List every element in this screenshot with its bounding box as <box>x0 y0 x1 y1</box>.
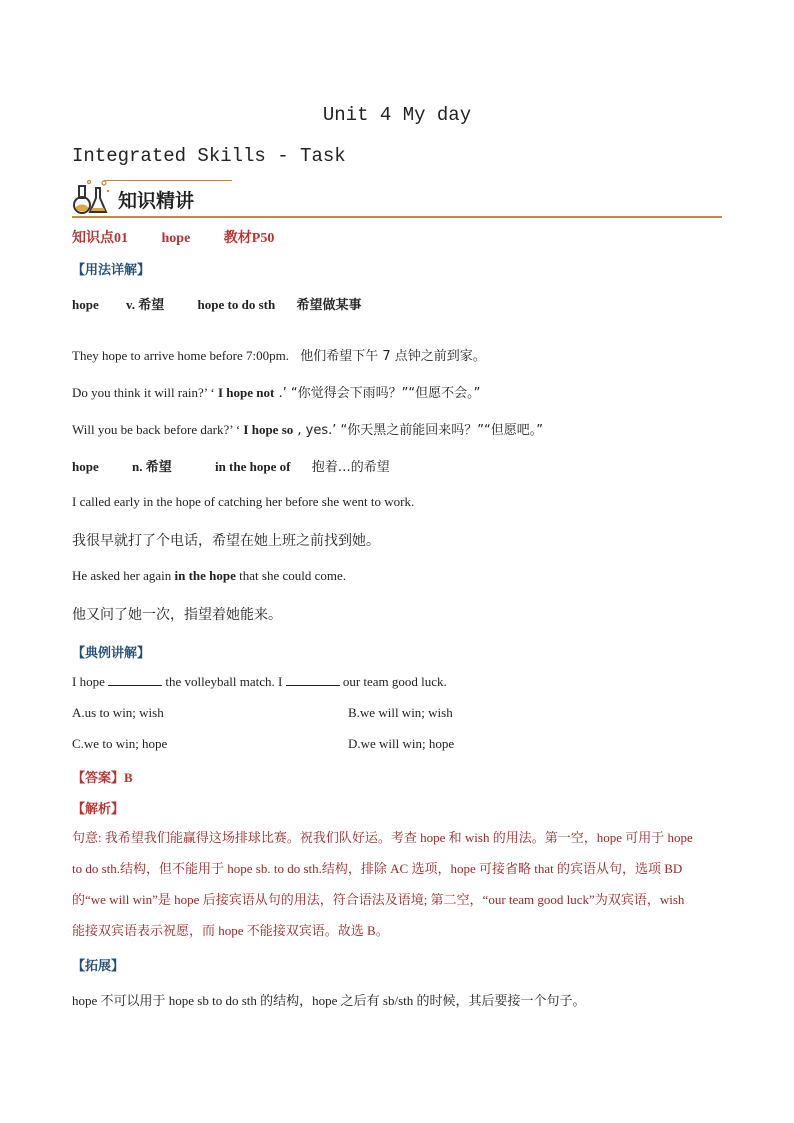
verb-phrase: hope to do sth <box>197 297 276 312</box>
example-sentence: I called early in the hope of catching her before she went to work. <box>72 494 415 509</box>
verb-pos: v. 希望 <box>125 297 165 312</box>
example-label: 【典例讲解】 <box>72 645 151 660</box>
usage-label: 【用法详解】 <box>72 262 151 277</box>
example-post: that she could come. <box>235 568 347 583</box>
extend-text: hope 不可以用于 hope sb to do sth 的结构，hope 之后有 sb/sth 的时候，其后要接一个句子。 <box>72 993 586 1008</box>
noun-definition <box>72 456 390 475</box>
page-title: Unit 4 My day <box>322 104 472 126</box>
lab-flask-icon <box>72 178 112 216</box>
answer: 【答案】B <box>72 770 133 785</box>
example-pre: He asked her again <box>72 568 175 583</box>
option-c: C.we to win; hope <box>72 736 168 751</box>
question-part: I hope <box>72 674 109 689</box>
kp-number: 知识点01 <box>72 231 128 246</box>
option-a: A.us to win; wish <box>72 705 164 720</box>
verb-definition <box>72 294 361 313</box>
kp-word: hope <box>161 231 191 246</box>
example-pre: Will you be back before dark?’ ‘ <box>72 422 244 437</box>
question-text <box>72 674 447 690</box>
option-b: B.we will win; wish <box>348 705 453 720</box>
noun-pos: n. 希望 <box>131 459 172 474</box>
page-subtitle: Integrated Skills - Task <box>72 145 346 167</box>
example-sentence <box>72 345 486 364</box>
option-d: D.we will win; hope <box>348 736 455 751</box>
example-pre: Do you think it will rain?’ ‘ <box>72 385 218 400</box>
analysis-label: 【解析】 <box>72 801 125 816</box>
noun-word: hope <box>72 459 99 474</box>
banner-text: 知识精讲 <box>118 190 195 212</box>
example-sentence <box>72 568 346 584</box>
blank-line <box>286 674 340 686</box>
extend-label: 【拓展】 <box>72 958 125 973</box>
noun-phrase-cn: 抱着…的希望 <box>311 460 390 475</box>
example-bold: in the hope <box>174 568 236 583</box>
example-cn: 他们希望下午 7 点钟之前到家。 <box>300 349 486 364</box>
verb-phrase-cn: 希望做某事 <box>296 297 362 312</box>
section-banner <box>72 178 722 220</box>
example-translation: 我很早就打了个电话，希望在她上班之前找到她。 <box>72 533 380 549</box>
example-sentence <box>72 382 480 401</box>
example-sentence <box>72 419 543 438</box>
question-part: our team good luck. <box>339 674 447 689</box>
blank-line <box>108 674 162 686</box>
analysis-text <box>72 822 726 946</box>
question-part: the volleyball match. I <box>162 674 286 689</box>
example-post: .’ “你觉得会下雨吗？”“但愿不会。” <box>274 386 481 401</box>
example-bold: I hope not <box>217 385 275 400</box>
banner-rule <box>72 216 722 218</box>
example-post: , yes.’ “你天黑之前能回来吗？”“但愿吧。” <box>293 423 543 438</box>
knowledge-point-heading <box>72 227 304 247</box>
analysis-line: to do sth.结构，但不能用于 hope sb. to do sth.结构，排除 AC 选项，hope 可接省略 that 的宾语从句，选项 BD <box>72 861 683 876</box>
noun-phrase: in the hope of <box>214 459 291 474</box>
banner-top-line <box>104 180 232 181</box>
verb-word: hope <box>72 297 99 312</box>
example-translation: 他又问了她一次，指望着她能来。 <box>72 607 282 623</box>
analysis-line: 能接双宾语表示祝愿，而 hope 不能接双宾语。故选 B。 <box>72 923 389 938</box>
example-bold: I hope so <box>243 422 294 437</box>
kp-ref: 教材P50 <box>223 231 275 246</box>
example-en: They hope to arrive home before 7:00pm. <box>72 348 289 363</box>
analysis-line: 句意: 我希望我们能赢得这场排球比赛。祝我们队好运。考查 hope 和 wish 的用法。第一空，hope 可用于 hope <box>72 830 693 845</box>
analysis-line: 的“we will win”是 hope 后接宾语从句的用法，符合语法及语境; 第二空，“our team good luck”为双宾语，wish <box>72 892 685 907</box>
